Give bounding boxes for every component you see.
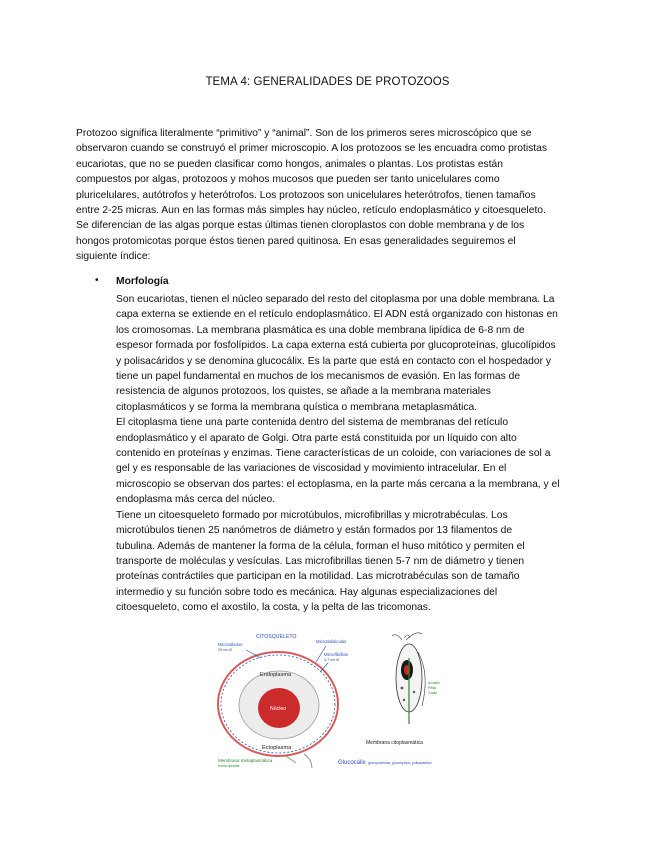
section-line: citoplasmáticos y se forma la membrana quística o membrana metaplasmática. xyxy=(116,401,478,413)
section-line: los cromosomas. La membrana plasmática es una doble membrana lipídica de 6-8 nm de xyxy=(116,324,525,336)
section-line: gel y es responsable de las variaciones de viscosidad y movimiento intracelular. En el xyxy=(116,463,507,475)
section-line: espesor formada por fosfolípidos. La capa externa está cubierta por glucoproteínas, glucolípidos xyxy=(116,340,556,352)
label-membrana-metaplasmatica-sub: forma quística xyxy=(218,764,240,768)
label-membrana-citoplasmatica: Membrana citoplasmática xyxy=(366,740,423,746)
label-pelta: Pelta xyxy=(428,686,436,690)
label-citoesqueleto: CITOSQUELETO xyxy=(256,634,297,640)
label-costa: Costa xyxy=(428,691,437,695)
intro-line: compuestos por algas, protozoos y mohos mucosos que pueden ser tanto unicelulares como xyxy=(76,174,500,186)
cell-diagram xyxy=(216,628,448,770)
section-line: y polisacáridos y se denomina glucocálix. Es la parte que está en contacto con el hospedador y xyxy=(116,355,552,367)
section-line: Tiene un citoesqueleto formado por microtúbulos, microfibrillas y microtrabéculas. Los xyxy=(116,509,508,521)
intro-line: observaron cuando se construyó el primer microscopio. A los protozoos se les encuadra como protistas xyxy=(76,143,548,155)
trichomonas-illustration xyxy=(392,633,425,724)
section-line: tubulina. Además de mantener la forma de la célula, forman el huso mitótico y permiten el xyxy=(116,540,525,552)
label-microtubulos: Microtúbulos xyxy=(218,642,243,647)
intro-line: Protozoo significa literalmente “primitivo” y “animal”. Son de los primeros seres microscópico que se xyxy=(76,128,532,139)
label-glucocalix-sub: glucoproteínas, glucolípidos, polisacáridos xyxy=(368,761,432,765)
cell-structure-figure xyxy=(216,628,448,770)
intro-paragraph xyxy=(76,126,576,265)
intro-line: hongos protomicotas porque éstos tienen pared quitinosa. En esas generalidades seguiremos el xyxy=(76,235,516,247)
section-line: resistencia de algunos protozoos, los quistes, se añade a la membrana materiales xyxy=(116,386,491,398)
bullet-marker: • xyxy=(95,275,99,286)
leader-line xyxy=(304,754,312,768)
label-microfibrillas: Microfibrillas xyxy=(324,652,348,657)
label-glucocalix: Glucocálix xyxy=(338,760,366,766)
section-line: intermedio y su función sobre todo es mecánica. Hay algunas especializaciones del xyxy=(116,586,498,598)
intro-line: Se diferencian de las algas porque estas últimas tienen cloroplastos con doble membrana y de los xyxy=(76,220,525,232)
section-line: tiene un papel fundamental en muchos de los mecanismos de evasión. En las formas de xyxy=(116,371,521,383)
document-title: TEMA 4: GENERALIDADES DE PROTOZOOS xyxy=(205,76,450,88)
label-membrana-metaplasmatica: Membrana metaplasmática xyxy=(218,758,273,763)
label-microfibrillas-size: 5-7 nm Ø xyxy=(324,658,339,662)
intro-line: siguiente índice: xyxy=(76,251,151,263)
section-line: El citoplasma tiene una parte contenida dentro del sistema de membranas del retículo xyxy=(116,417,509,429)
label-axostilo: Axostilo xyxy=(428,681,440,685)
label-ectoplasma: Ectoplasma xyxy=(262,745,292,751)
label-microtubulos-size: 25 nm Ø xyxy=(218,648,232,652)
section-line: microtúbulos tienen 25 nanómetros de diámetro y están formados por 13 filamentos de xyxy=(116,525,513,537)
section-line: microscopio se observan dos partes: el ectoplasma, en la parte más cercana a la membrana, y el xyxy=(116,478,560,490)
section-line: citoesqueleto, como el axostilo, la costa, y la pelta de las tricomonas. xyxy=(116,602,431,614)
leader-line xyxy=(286,756,296,763)
section-heading: Morfología xyxy=(116,276,169,287)
section-line: proteínas contráctiles que participan en la motilidad. Las microtrabéculas son de tamaño xyxy=(116,571,520,583)
label-endoplasma: Endoplasma xyxy=(260,672,292,678)
section-line: contenido en proteínas y enzimas. Tiene características de un coloide, con variaciones de sol a xyxy=(116,448,551,460)
intro-line: entre 2-25 micras. Aun en las formas más simples hay núcleo, retículo endoplasmático y citoesqueleto. xyxy=(76,205,546,217)
section-line: endoplasmático y el aparato de Golgi. Otra parte está constituida por un líquido con alto xyxy=(116,432,517,444)
section-line: endoplasma más cerca del núcleo. xyxy=(116,494,276,506)
section-line: transporte de moléculas y vesículas. Las microfibrillas tienen 5-7 nm de diámetro y tienen xyxy=(116,555,525,567)
label-nucleo: Núcleo xyxy=(270,706,287,712)
intro-line: eucariotas, que no se pueden clasificar como hongos, animales o plantas. Los protistas están xyxy=(76,158,504,170)
intro-line: pluricelulares, autótrofos y heterótrofos. Los protozoos son unicelulares heterótrofos, tienen tamaños xyxy=(76,189,536,201)
label-microtrabeculas: Microtrabéculas xyxy=(316,639,347,644)
morfologia-section xyxy=(116,292,586,616)
section-line: capa externa se extiende en el retículo endoplasmático. El ADN está organizado con histonas en xyxy=(116,309,558,321)
section-line: Son eucariotas, tienen el núcleo separado del resto del citoplasma por una doble membrana. La xyxy=(116,294,555,305)
